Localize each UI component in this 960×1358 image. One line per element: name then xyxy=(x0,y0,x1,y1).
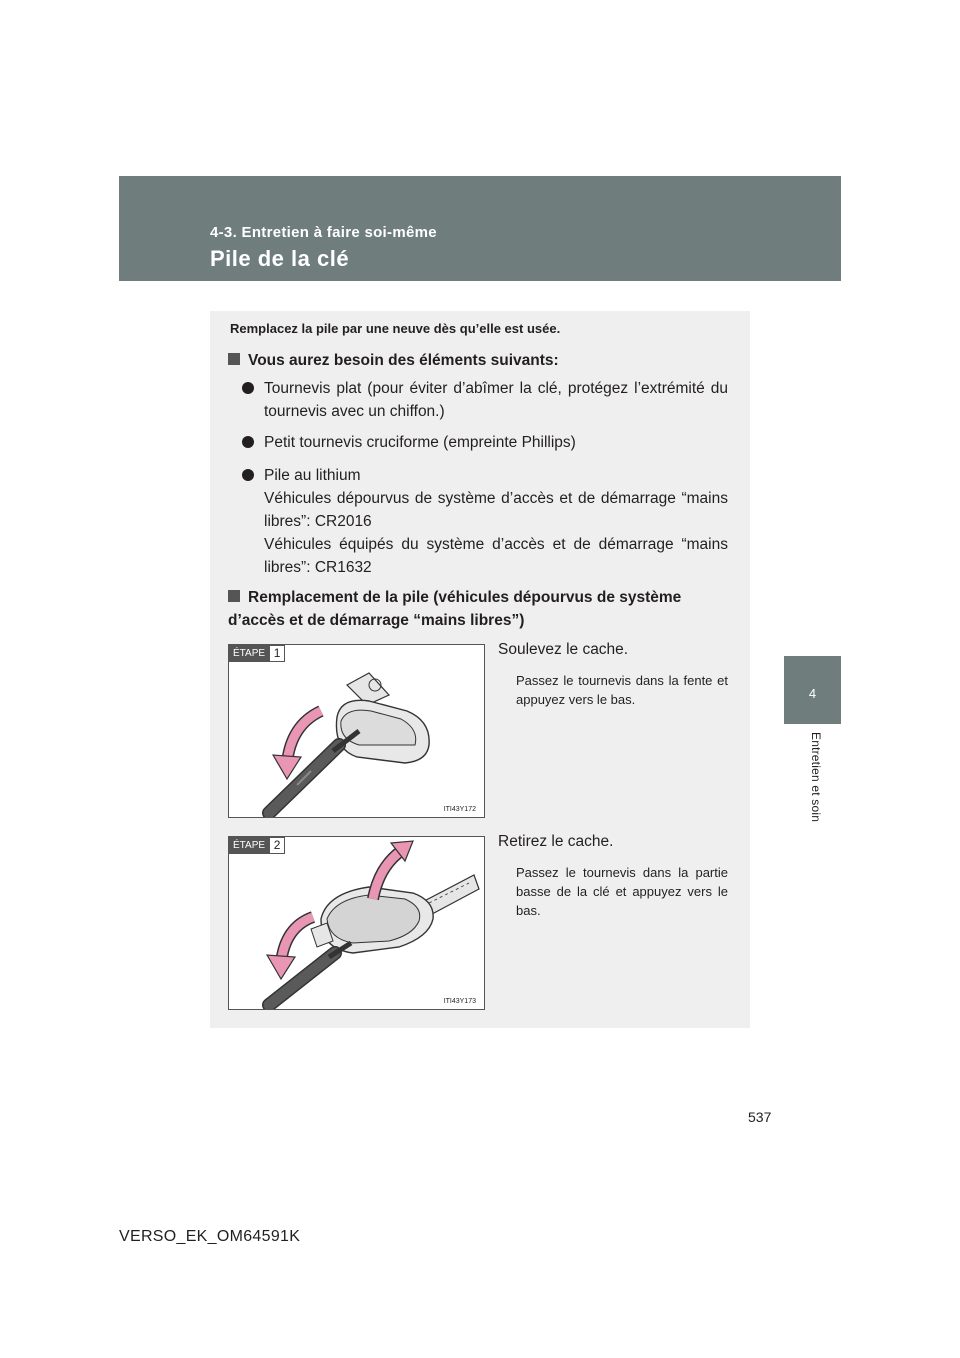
round-bullet-icon xyxy=(242,469,254,481)
key-cover-remove-illustration xyxy=(229,837,484,1009)
step-label: ÉTAPE xyxy=(229,645,269,662)
step-2-title: Retirez le cache. xyxy=(498,833,614,850)
step-2-description: Passez le tournevis dans la partie basse de la clé et appuyez vers le bas. xyxy=(516,865,728,918)
intro-text: Remplacez la pile par une neuve dès qu’elle est usée. xyxy=(230,321,561,336)
header-band xyxy=(119,176,841,281)
list-item-text: Tournevis plat (pour éviter d’abîmer la clé, protégez l’extrémité du tournevis avec un chiffon.) xyxy=(264,380,728,420)
step-2-figure xyxy=(228,836,485,1010)
step-number: 2 xyxy=(269,837,285,854)
step-2-badge xyxy=(229,837,285,854)
square-bullet-icon xyxy=(228,590,240,602)
list-item-subtext: Véhicules dépourvus de système d’accès et de démarrage “mains libres”: CR2016 xyxy=(264,490,728,530)
chapter-number: 4 xyxy=(808,686,817,701)
step-label: ÉTAPE xyxy=(229,837,269,854)
replace-heading-text: Remplacement de la pile (véhicules dépourvus de système d’accès et de démarrage “mains libres”) xyxy=(228,589,682,629)
chapter-tab[interactable] xyxy=(784,656,841,724)
document-code: VERSO_EK_OM64591K xyxy=(119,1228,301,1245)
key-cover-lift-illustration xyxy=(229,645,484,817)
list-item xyxy=(242,464,728,579)
section-label: 4-3. Entretien à faire soi-même xyxy=(210,224,437,241)
step-1-badge xyxy=(229,645,285,662)
step-1-figure xyxy=(228,644,485,818)
list-item-subtext: Véhicules équipés du système d’accès et de démarrage “mains libres”: CR1632 xyxy=(264,536,728,576)
round-bullet-icon xyxy=(242,436,254,448)
chapter-name: Entretien et soin xyxy=(809,732,823,823)
step-number: 1 xyxy=(269,645,285,662)
figure-code: ITI43Y173 xyxy=(443,998,476,1005)
square-bullet-icon xyxy=(228,353,240,365)
page-number: 537 xyxy=(748,1109,772,1125)
content-box xyxy=(210,311,750,1028)
replace-heading xyxy=(228,586,728,632)
list-item xyxy=(242,431,728,454)
needs-heading-text: Vous aurez besoin des éléments suivants: xyxy=(248,352,559,369)
list-item-text: Petit tournevis cruciforme (empreinte Phillips) xyxy=(264,434,576,451)
list-item-text: Pile au lithium xyxy=(264,467,361,484)
figure-code: ITI43Y172 xyxy=(443,806,476,813)
list-item xyxy=(242,377,728,423)
round-bullet-icon xyxy=(242,382,254,394)
needs-heading xyxy=(228,349,559,372)
page-title: Pile de la clé xyxy=(210,246,350,271)
step-1-title: Soulevez le cache. xyxy=(498,641,629,658)
step-1-description: Passez le tournevis dans la fente et appuyez vers le bas. xyxy=(516,673,728,707)
